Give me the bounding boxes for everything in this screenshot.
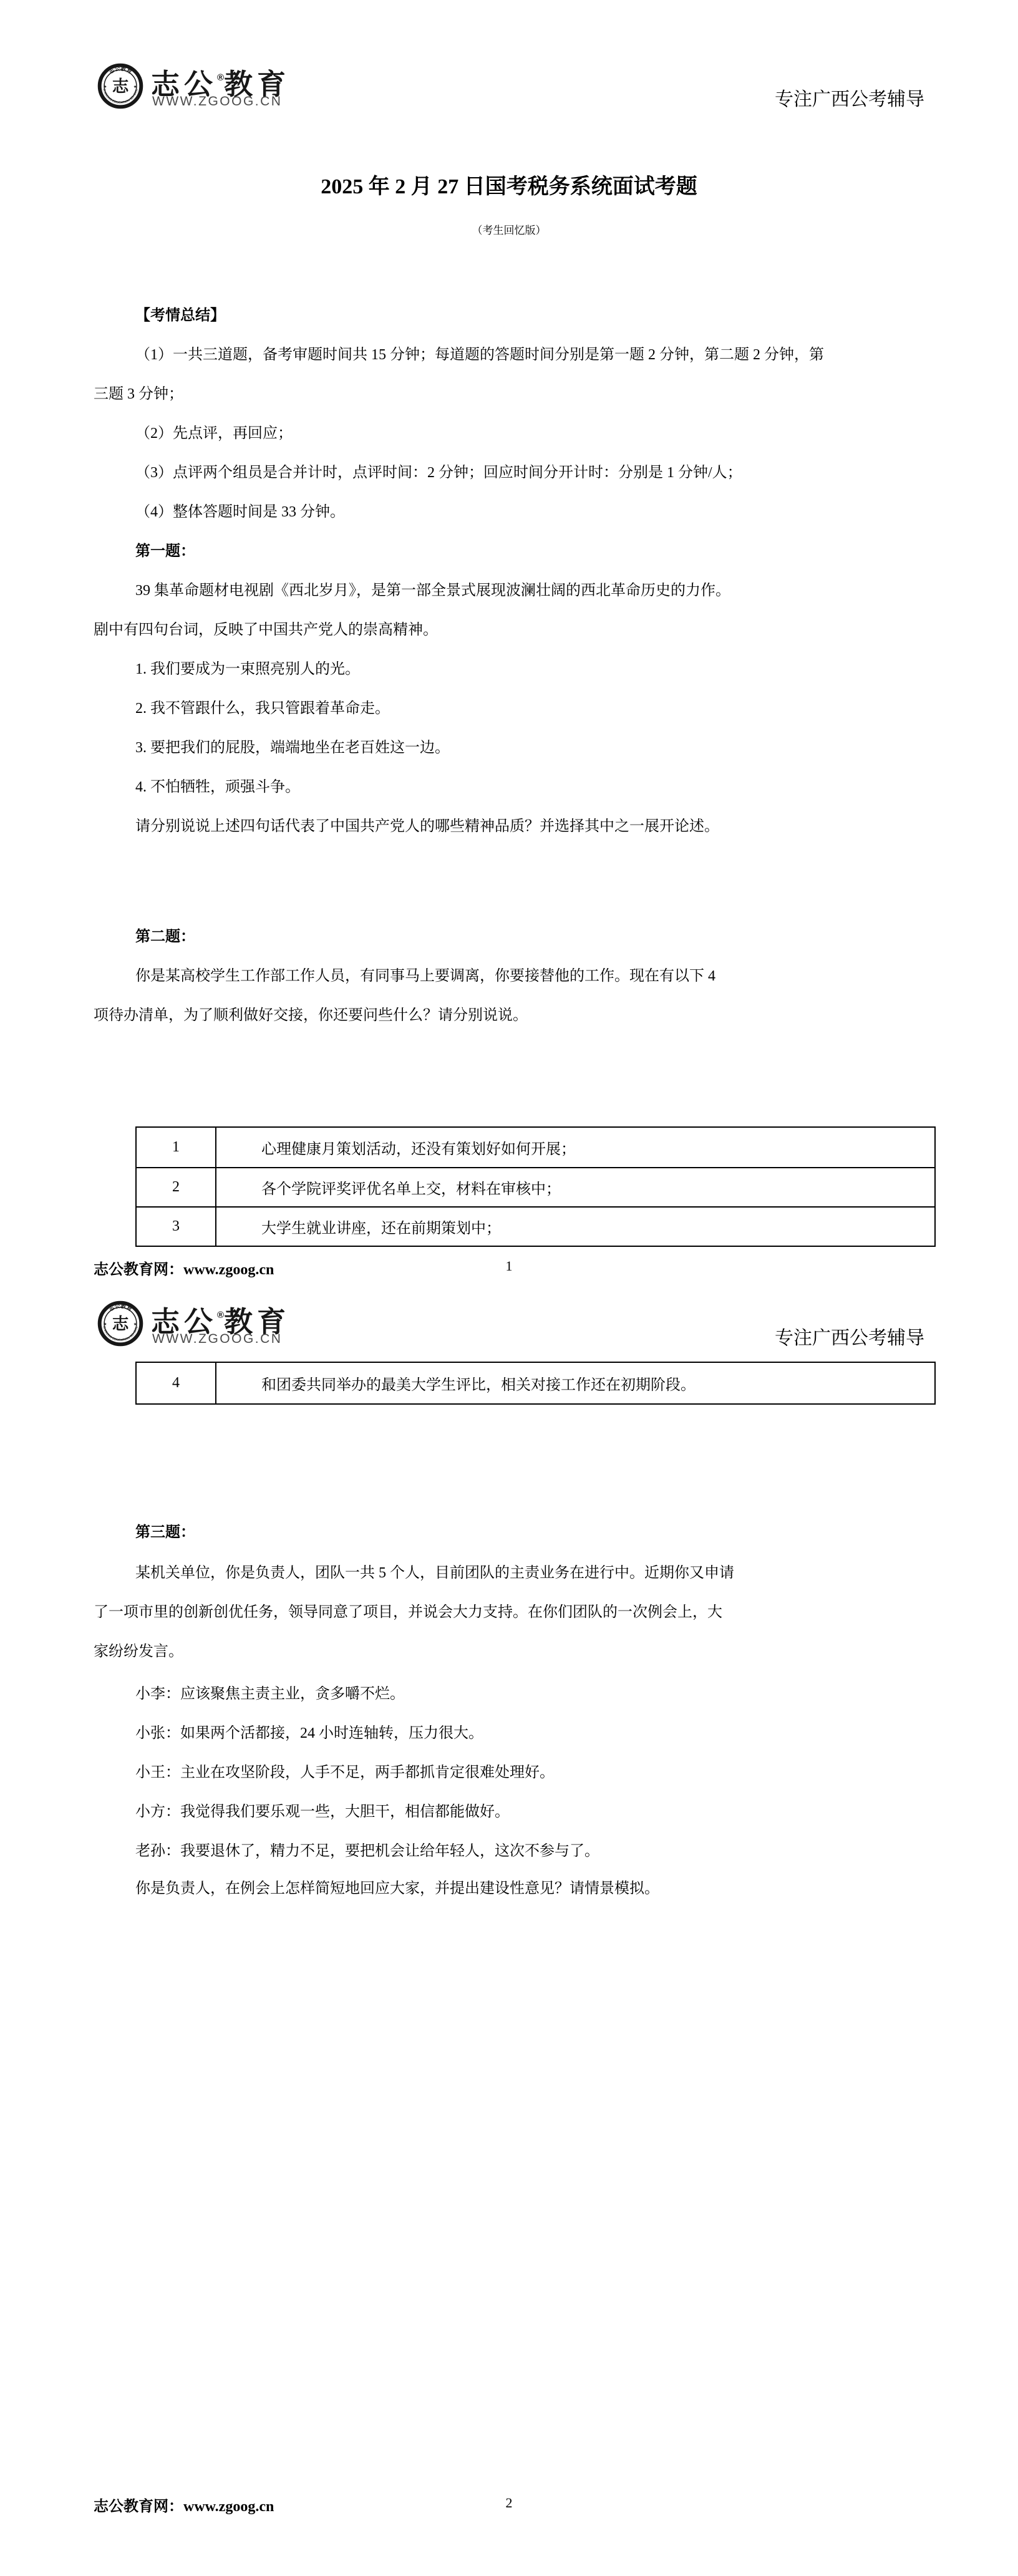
summary-line: 三题 3 分钟； xyxy=(94,386,183,402)
footer-site-link: 志公教育网：www.zgoog.cn xyxy=(94,2499,274,2515)
question3-speaker-line: 小王：主业在攻坚阶段，人手不足，两手都抓肯定很难处理好。 xyxy=(135,1765,555,1781)
question1-task: 请分别说说上述四句话代表了中国共产党人的哪些精神品质？并选择其中之一展开论述。 xyxy=(135,818,719,835)
header-slogan: 专注广西公考辅导 xyxy=(775,89,924,110)
question3-speaker-line: 小李：应该聚焦主责主业，贪多嚼不烂。 xyxy=(135,1686,405,1702)
registered-mark: ® xyxy=(217,1310,225,1320)
zhigong-logo xyxy=(97,63,366,113)
question3-intro-line: 了一项市里的创新创优任务，领导同意了项目，并说会大力支持。在你们团队的一次例会上，大 xyxy=(94,1604,722,1620)
todo-row-number: 3 xyxy=(137,1208,216,1246)
registered-mark: ® xyxy=(217,72,225,83)
question3-task: 你是负责人，在例会上怎样简短地回应大家，并提出建设性意见？请情景模拟。 xyxy=(135,1881,659,1897)
question3-speaker-line: 小张：如果两个活都接，24 小时连轴转，压力很大。 xyxy=(135,1725,483,1741)
footer-site-link: 志公教育网：www.zgoog.cn xyxy=(94,1262,274,1278)
todo-row xyxy=(137,1128,934,1167)
todo-table-continued xyxy=(135,1362,936,1405)
question3-speaker-line: 老孙：我要退休了，精力不足，要把机会让给年轻人，这次不参与了。 xyxy=(135,1843,599,1859)
summary-line: （1）一共三道题，备考审题时间共 15 分钟；每道题的答题时间分别是第一题 2 分钟，第二题 2 分钟，第 xyxy=(135,347,824,363)
todo-row xyxy=(137,1363,934,1403)
brand-name: 志公®教育 xyxy=(151,68,291,100)
question2-heading: 第二题： xyxy=(135,929,195,945)
svg-text:ZHIGONG EDUCATION SCHOOL: ZHIGONG EDUCATION SCHOOL xyxy=(102,88,139,105)
svg-text:★: ★ xyxy=(103,1322,107,1327)
zhigong-seal-icon xyxy=(97,63,143,109)
brand-name: 志公®教育 xyxy=(151,1305,291,1338)
brand-website: WWW.ZGOOG.CN xyxy=(152,94,283,109)
svg-text:ZHIGONG EDUCATION SCHOOL: ZHIGONG EDUCATION SCHOOL xyxy=(102,1325,139,1343)
page-number: 1 xyxy=(505,1258,513,1274)
question1-intro-line: 39 集革命题材电视剧《西北岁月》，是第一部全景式展现波澜壮阔的西北革命历史的力作。 xyxy=(135,583,730,599)
todo-row-text: 各个学院评奖评优名单上交，材料在审核中； xyxy=(261,1181,561,1198)
question2-intro-line: 项待办清单，为了顺利做好交接，你还要问些什么？请分别说说。 xyxy=(94,1007,528,1024)
summary-heading: 【考情总结】 xyxy=(135,307,225,324)
svg-text:★: ★ xyxy=(133,1322,137,1327)
todo-row-number: 2 xyxy=(137,1168,216,1206)
summary-line: （3）点评两个组员是合并计时，点评时间：2 分钟；回应时间分开计时：分别是 1 分钟/人； xyxy=(135,465,742,481)
svg-text:★: ★ xyxy=(103,84,107,89)
todo-row-number: 1 xyxy=(137,1128,216,1167)
todo-row-text: 心理健康月策划活动，还没有策划好如何开展； xyxy=(261,1141,576,1158)
question1-heading: 第一题： xyxy=(135,543,195,559)
page-title: 2025 年 2 月 27 日国考税务系统面试考题 xyxy=(321,175,697,198)
question3-speaker-line: 小方：我觉得我们要乐观一些，大胆干，相信都能做好。 xyxy=(135,1804,510,1820)
summary-line: （2）先点评，再回应； xyxy=(135,425,293,442)
todo-row xyxy=(137,1167,934,1206)
svg-text:★: ★ xyxy=(133,84,137,89)
question2-intro-line: 你是某高校学生工作部工作人员，有同事马上要调离，你要接替他的工作。现在有以下 4 xyxy=(135,968,715,984)
todo-row-text: 大学生就业讲座，还在前期策划中； xyxy=(261,1221,501,1237)
svg-text:志公教育: 志公教育 xyxy=(107,65,133,75)
page-number: 2 xyxy=(505,2495,513,2511)
page-subtitle: （考生回忆版） xyxy=(472,225,546,236)
question3-heading: 第三题： xyxy=(135,1524,195,1541)
todo-row-text: 和团委共同举办的最美大学生评比，相关对接工作还在初期阶段。 xyxy=(261,1377,696,1393)
question1-quote: 3. 要把我们的屁股，端端地坐在老百姓这一边。 xyxy=(135,740,450,756)
zhigong-logo xyxy=(97,1300,366,1350)
svg-text:志公教育: 志公教育 xyxy=(107,1302,133,1313)
question3-intro-line: 家纷纷发言。 xyxy=(94,1644,183,1660)
header-slogan: 专注广西公考辅导 xyxy=(775,1328,924,1349)
svg-text:志: 志 xyxy=(112,77,129,96)
svg-text:志: 志 xyxy=(112,1314,129,1334)
zhigong-seal-icon xyxy=(97,1300,143,1347)
todo-row xyxy=(137,1206,934,1246)
question1-quote: 2. 我不管跟什么，我只管跟着革命走。 xyxy=(135,700,390,717)
todo-row-number: 4 xyxy=(137,1363,216,1403)
brand-website: WWW.ZGOOG.CN xyxy=(152,1332,283,1346)
todo-table xyxy=(135,1126,936,1247)
question1-quote: 1. 我们要成为一束照亮别人的光。 xyxy=(135,661,360,677)
question1-intro-line: 剧中有四句台词，反映了中国共产党人的崇高精神。 xyxy=(94,622,438,638)
question3-intro-line: 某机关单位，你是负责人，团队一共 5 个人，目前团队的主责业务在进行中。近期你又申请 xyxy=(135,1565,734,1581)
summary-line: （4）整体答题时间是 33 分钟。 xyxy=(135,504,345,520)
question1-quote: 4. 不怕牺牲，顽强斗争。 xyxy=(135,779,300,795)
